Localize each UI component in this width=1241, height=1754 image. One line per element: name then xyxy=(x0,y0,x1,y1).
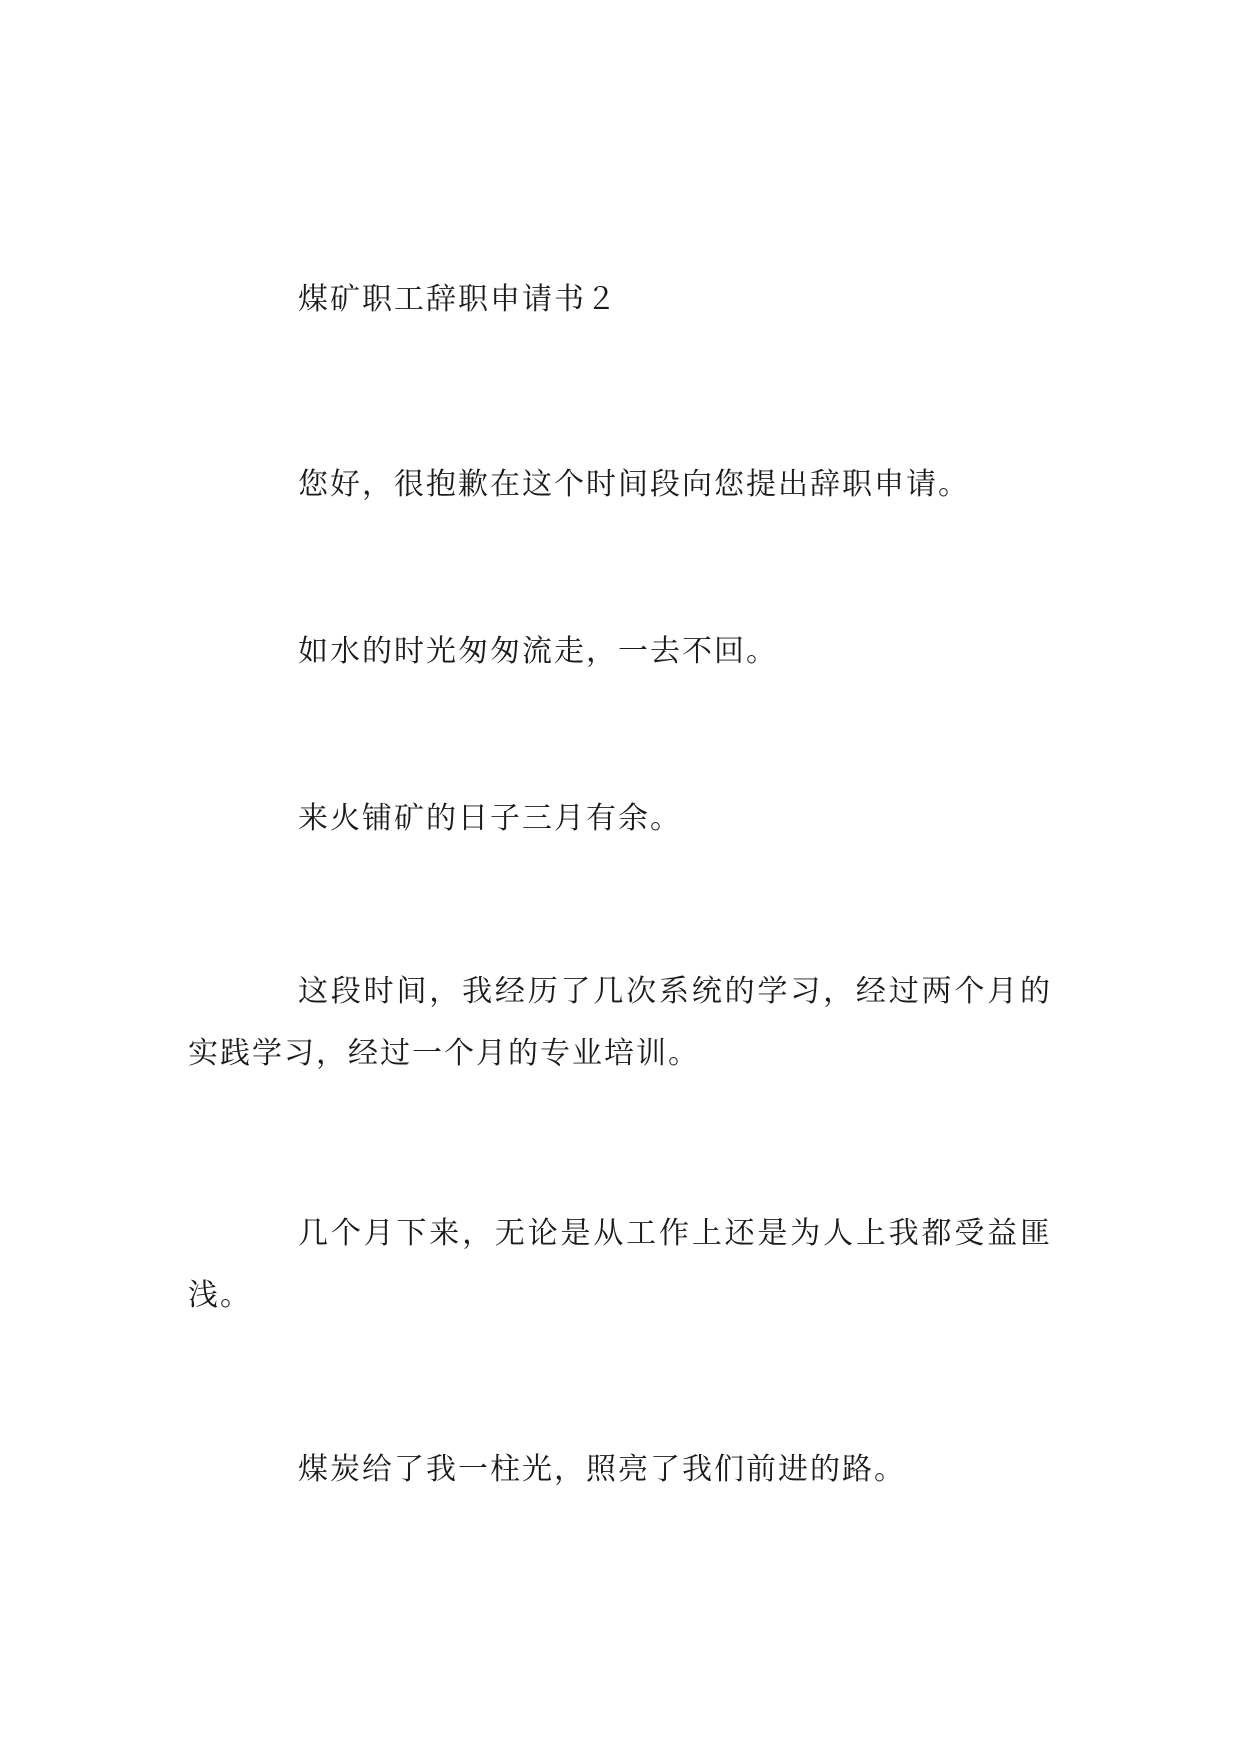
paragraph-training: 这段时间，我经历了几次系统的学习，经过两个月的实践学习，经过一个月的专业培训。 xyxy=(188,974,1052,1071)
document-title: 煤矿职工辞职申请书２ xyxy=(298,282,618,317)
paragraph-arrival: 来火铺矿的日子三月有余。 xyxy=(298,801,682,836)
paragraph-benefit: 几个月下来，无论是从工作上还是为人上我都受益匪浅。 xyxy=(188,1216,1052,1313)
paragraph-greeting: 您好，很抱歉在这个时间段向您提出辞职申请。 xyxy=(298,467,970,502)
paragraph-time-passing: 如水的时光匆匆流走，一去不回。 xyxy=(298,634,778,669)
paragraph-coal-light: 煤炭给了我一柱光，照亮了我们前进的路。 xyxy=(298,1452,906,1487)
